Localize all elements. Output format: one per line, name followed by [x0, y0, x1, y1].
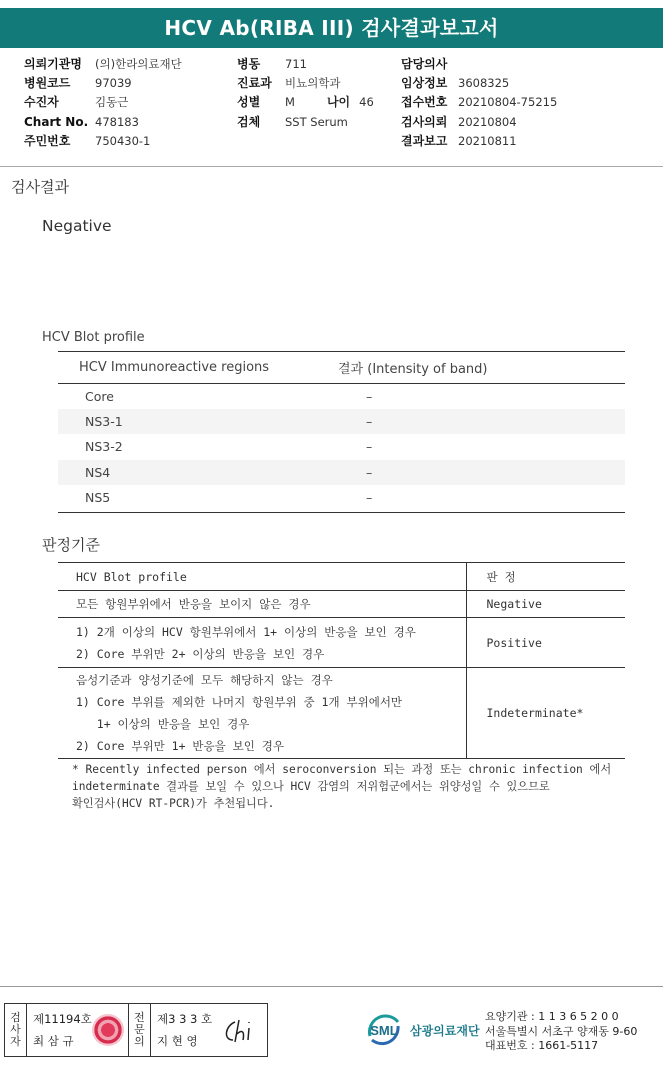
- label-char: 의: [134, 1035, 145, 1048]
- criteria-table: [58, 562, 625, 759]
- table-row: [58, 618, 625, 668]
- info-label: 담당의사: [401, 57, 448, 72]
- specialist-cell: [151, 1004, 267, 1056]
- seal-stamp-icon: [92, 1014, 124, 1046]
- org-name: 삼광의료재단: [410, 1023, 480, 1038]
- info-value: 750430-1: [95, 133, 151, 148]
- criteria-line: 음성기준과 양성기준에 모두 해당하지 않는 경우: [76, 673, 333, 687]
- age-label: 나이: [326, 95, 351, 110]
- info-label: 병원코드: [24, 76, 71, 91]
- info-value: 김동근: [95, 95, 129, 110]
- criteria-cell: [58, 618, 466, 668]
- table-header: [58, 563, 625, 591]
- org-logo: [364, 1010, 480, 1050]
- judgement-cell: Indeterminate*: [466, 668, 625, 759]
- label-char: 사: [10, 1023, 21, 1036]
- info-value: M: [285, 95, 295, 110]
- blot-profile-title: HCV Blot profile: [42, 330, 145, 345]
- table-row: [58, 384, 625, 409]
- age-value: 46: [359, 95, 374, 110]
- info-label: 검체: [237, 114, 261, 129]
- region-cell: NS4: [85, 464, 111, 480]
- org-code: 요양기관 : 1 1 3 6 5 2 0 0: [485, 1010, 619, 1023]
- criteria-header-right: 판 정: [466, 563, 625, 591]
- table-rule: [58, 512, 625, 513]
- footer-divider: [0, 986, 663, 987]
- report-title: HCV Ab(RIBA III) 검사결과보고서: [0, 8, 663, 48]
- org-address: 서울특별시 서초구 양재동 9-60: [485, 1024, 638, 1038]
- region-cell: NS3-1: [85, 414, 123, 430]
- column-header: HCV Immunoreactive regions: [79, 360, 270, 375]
- org-phone: 대표번호 : 1661-5117: [485, 1039, 599, 1052]
- criteria-cell: [58, 668, 466, 759]
- info-label: 검사의뢰: [401, 114, 448, 129]
- info-label: 임상정보: [401, 76, 448, 91]
- result-value: Negative: [42, 217, 112, 235]
- info-label: 진료과: [237, 76, 272, 91]
- inspector-label: [5, 1004, 27, 1056]
- inspector-name: 최 삼 규: [33, 1034, 74, 1048]
- criteria-cell: 모든 항원부위에서 반응을 보이지 않은 경우: [58, 591, 466, 618]
- section-title-result: 검사결과: [11, 178, 69, 196]
- specialist-name: 지 현 영: [157, 1034, 198, 1048]
- judgement-cell: Negative: [466, 591, 625, 618]
- inspector-cell: [27, 1004, 129, 1056]
- org-info: [485, 1010, 637, 1054]
- region-cell: Core: [85, 389, 114, 405]
- logo-abbr: SML: [370, 1023, 398, 1038]
- result-cell: –: [366, 489, 373, 505]
- info-label: 수진자: [24, 95, 59, 110]
- criteria-line: 1+ 이상의 반응을 보인 경우: [76, 717, 250, 731]
- table-row: [58, 434, 625, 459]
- criteria-line: 2) Core 부위만 2+ 이상의 반응을 보인 경우: [76, 646, 325, 661]
- patient-info-column-3: [401, 55, 557, 151]
- criteria-header-left: HCV Blot profile: [58, 563, 466, 591]
- info-label: 주민번호: [24, 133, 71, 148]
- judgement-cell: Positive: [466, 618, 625, 668]
- info-value: 20210811: [458, 133, 517, 148]
- info-value: 비뇨의학과: [285, 76, 341, 91]
- info-label: 결과보고: [401, 133, 448, 148]
- column-header: 결과 (Intensity of band): [338, 362, 488, 377]
- label-char: 전: [134, 1011, 145, 1024]
- result-cell: –: [366, 464, 373, 480]
- region-cell: NS3-2: [85, 439, 123, 455]
- label-char: 자: [10, 1035, 21, 1048]
- result-cell: –: [366, 439, 373, 455]
- footnote: * Recently infected person 에서 seroconversion 되는 과정 또는 chronic infection 에서 indeterminate 결과를 보일 수 있으나 HCV 감염의 저위험군에서는 위양성일 수 있으므로 확인검사(HCV RT-PCR)가 추천됩니다.: [72, 763, 612, 810]
- signature-icon: [221, 1016, 261, 1046]
- label-char: 검: [10, 1011, 21, 1024]
- criteria-line: 2) Core 부위만 1+ 반응을 보인 경우: [76, 739, 285, 753]
- result-cell: –: [366, 389, 373, 405]
- info-label: 성별: [237, 95, 261, 110]
- table-row: [58, 591, 625, 618]
- table-row: [58, 485, 625, 510]
- blot-profile-table: [58, 351, 625, 513]
- info-value: 20210804-75215: [458, 95, 558, 110]
- region-cell: NS5: [85, 489, 111, 505]
- info-label: Chart No.: [24, 114, 89, 129]
- signature-box: [4, 1003, 268, 1057]
- criteria-line: 1) Core 부위를 제외한 나머지 항원부위 중 1개 부위에서만: [76, 695, 403, 709]
- info-value: (의)한라의료재단: [95, 57, 182, 72]
- sml-logo-icon: [364, 1010, 404, 1050]
- criteria-title: 판정기준: [42, 536, 100, 554]
- patient-info-column-1: [24, 55, 182, 151]
- info-label: 의뢰기관명: [24, 57, 82, 72]
- info-value: 20210804: [458, 114, 517, 129]
- specialist-label: [129, 1004, 151, 1056]
- info-label: 병동: [237, 57, 261, 72]
- table-row: [58, 668, 625, 759]
- info-value: 711: [285, 57, 307, 72]
- table-row: [58, 460, 625, 485]
- info-value: 3608325: [458, 76, 510, 91]
- label-char: 문: [134, 1023, 145, 1036]
- patient-info-column-2: [237, 55, 374, 132]
- info-label: 접수번호: [401, 95, 448, 110]
- license-number: 제3 3 3 호: [157, 1012, 213, 1026]
- info-value: 97039: [95, 76, 132, 91]
- criteria-line: 1) 2개 이상의 HCV 항원부위에서 1+ 이상의 반응을 보인 경우: [76, 624, 416, 639]
- license-number: 제11194호: [33, 1012, 92, 1026]
- info-value: SST Serum: [285, 114, 348, 129]
- table-row: [58, 409, 625, 434]
- info-value: 478183: [95, 114, 139, 129]
- header-divider: [0, 166, 663, 167]
- result-cell: –: [366, 414, 373, 430]
- table-header: [58, 352, 625, 383]
